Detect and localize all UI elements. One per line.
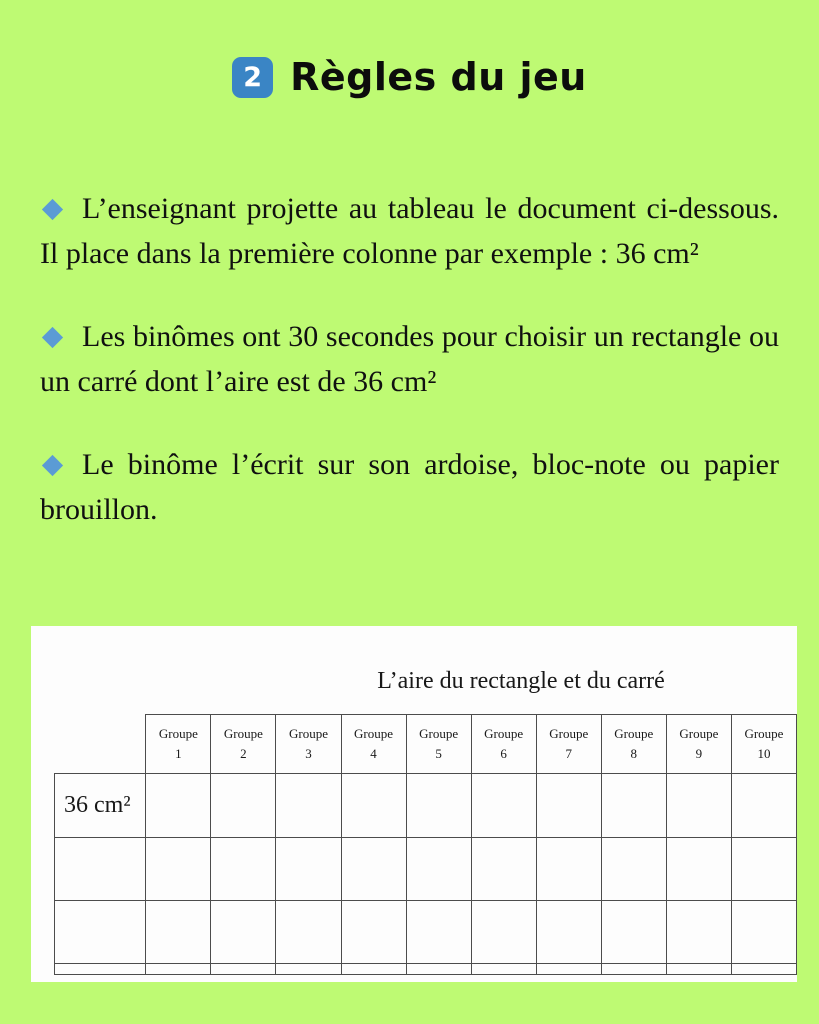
empty-cell-groupe-8 [601,901,666,964]
empty-cell-groupe-3 [276,901,341,964]
table-row-empty [55,838,797,901]
rule-item-3 [40,442,779,532]
empty-cell-groupe-10 [731,964,796,975]
empty-cell-groupe-4 [341,838,406,901]
column-header-number: 8 [630,746,638,761]
empty-cell-groupe-2 [211,901,276,964]
section-number-badge [232,57,273,98]
column-header-word: Groupe [679,725,719,741]
empty-cell-groupe-9 [666,901,731,964]
empty-cell-groupe-6 [471,838,536,901]
column-header-groupe-8 [601,715,666,774]
empty-cell-groupe-5 [406,838,471,901]
empty-cell-groupe-7 [536,838,601,901]
column-header-word: Groupe [484,725,524,741]
empty-cell-groupe-5 [406,774,471,838]
column-header-number: 3 [305,746,312,761]
empty-cell-groupe-4 [341,774,406,838]
table-header-row [55,715,797,774]
column-header-word: Groupe [354,725,394,741]
column-header-word: Groupe [614,725,654,741]
column-header-word: Groupe [288,725,328,741]
column-header-word: Groupe [744,725,784,741]
empty-cell-groupe-1 [146,901,211,964]
page-title: Règles du jeu [290,55,587,99]
empty-cell-groupe-9 [666,774,731,838]
empty-cell-groupe-8 [601,838,666,901]
table-row-area-36cm2 [55,774,797,838]
diamond-bullet-icon [42,455,63,476]
table-title: L’aire du rectangle et du carré [377,668,665,694]
section-number: 2 [243,61,263,93]
empty-cell-groupe-5 [406,964,471,975]
column-header-number: 10 [757,746,771,761]
groups-table-head [55,715,797,774]
empty-cell-groupe-2 [211,838,276,901]
column-header-groupe-3 [276,715,341,774]
empty-cell-groupe-3 [276,774,341,838]
table-corner-cell [55,715,146,774]
empty-cell-groupe-4 [341,901,406,964]
empty-cell-groupe-8 [601,774,666,838]
column-header-number: 2 [240,746,247,761]
column-header-number: 4 [370,746,377,761]
empty-cell-groupe-7 [536,774,601,838]
empty-cell-groupe-6 [471,901,536,964]
rule-item-2 [40,314,779,404]
document-card [31,626,797,982]
groups-table [54,714,797,975]
empty-cell-groupe-2 [211,774,276,838]
column-header-groupe-9 [666,715,731,774]
empty-cell-groupe-1 [146,774,211,838]
column-header-number: 6 [500,746,507,761]
empty-cell-groupe-3 [276,838,341,901]
empty-cell-groupe-9 [666,964,731,975]
rule-item-1 [40,186,779,276]
rules-list [40,186,779,532]
empty-cell-groupe-2 [211,964,276,975]
empty-cell-groupe-4 [341,964,406,975]
column-header-groupe-7 [536,715,601,774]
empty-cell-groupe-10 [731,774,796,838]
page-header [0,0,819,98]
empty-cell-groupe-3 [276,964,341,975]
row-label-cell [55,838,146,901]
diamond-bullet-icon [42,199,63,220]
column-header-number: 7 [565,746,572,761]
empty-cell-groupe-9 [666,838,731,901]
empty-cell-groupe-10 [731,901,796,964]
groups-table-body [55,774,797,975]
column-header-groupe-4 [341,715,406,774]
rule-text-2: Les binômes ont 30 secondes pour choisir un rectangle ou un carré dont l’aire est de 36 cm² [40,320,779,398]
column-header-word: Groupe [223,725,263,741]
column-header-number: 5 [435,746,442,761]
row-label-cell [55,964,146,975]
empty-cell-groupe-7 [536,901,601,964]
column-header-word: Groupe [158,725,198,741]
empty-cell-groupe-1 [146,964,211,975]
column-header-groupe-10 [731,715,796,774]
column-header-groupe-1 [146,715,211,774]
rule-text-1: L’enseignant projette au tableau le document ci-dessous. Il place dans la première colonne par exemple : 36 cm² [40,192,779,270]
row-label-cell [55,901,146,964]
empty-cell-groupe-1 [146,838,211,901]
empty-cell-groupe-8 [601,964,666,975]
empty-cell-groupe-6 [471,774,536,838]
rule-text-3: Le binôme l’écrit sur son ardoise, bloc-note ou papier brouillon. [40,448,779,526]
row-label-cell: 36 cm² [55,774,146,838]
empty-cell-groupe-6 [471,964,536,975]
column-header-word: Groupe [549,725,589,741]
column-header-groupe-6 [471,715,536,774]
table-row-partial [55,964,797,975]
column-header-number: 9 [695,746,703,761]
empty-cell-groupe-7 [536,964,601,975]
empty-cell-groupe-10 [731,838,796,901]
column-header-word: Groupe [419,725,459,741]
table-row-empty [55,901,797,964]
column-header-number: 1 [175,746,182,761]
column-header-groupe-2 [211,715,276,774]
empty-cell-groupe-5 [406,901,471,964]
column-header-groupe-5 [406,715,471,774]
diamond-bullet-icon [42,327,63,348]
